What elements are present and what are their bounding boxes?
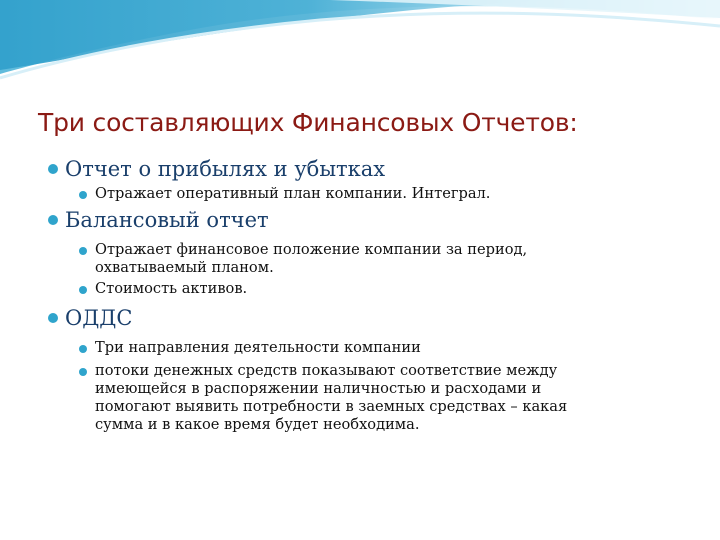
list-item-line: помогают выявить потребности в заемных средствах – какая xyxy=(95,398,568,415)
list-item-line: имеющейся в распоряжении наличностью и расходами и xyxy=(95,380,542,397)
section-heading-odds: ОДДС xyxy=(48,305,678,331)
list-item: Три направления деятельности компании xyxy=(48,339,678,357)
section-heading-balance: Балансовый отчет xyxy=(48,207,678,233)
list-item xyxy=(48,241,678,277)
bullet-list xyxy=(48,156,678,434)
list-item-line: Отражает финансовое положение компании за период, xyxy=(95,241,528,258)
list-item-line: сумма и в какое время будет необходима. xyxy=(95,416,420,433)
list-item: Стоимость активов. xyxy=(48,280,678,298)
slide-title: Три составляющих Финансовых Отчетов: xyxy=(38,108,578,137)
list-item: Отражает оперативный план компании. Интеграл. xyxy=(48,185,678,203)
list-item-line: охватываемый планом. xyxy=(95,259,274,276)
section-heading-pnl: Отчет о прибылях и убытках xyxy=(48,156,678,182)
list-item xyxy=(48,362,678,434)
header-wave-decoration xyxy=(0,0,720,90)
list-item-line: потоки денежных средств показывают соответствие между xyxy=(95,362,558,379)
